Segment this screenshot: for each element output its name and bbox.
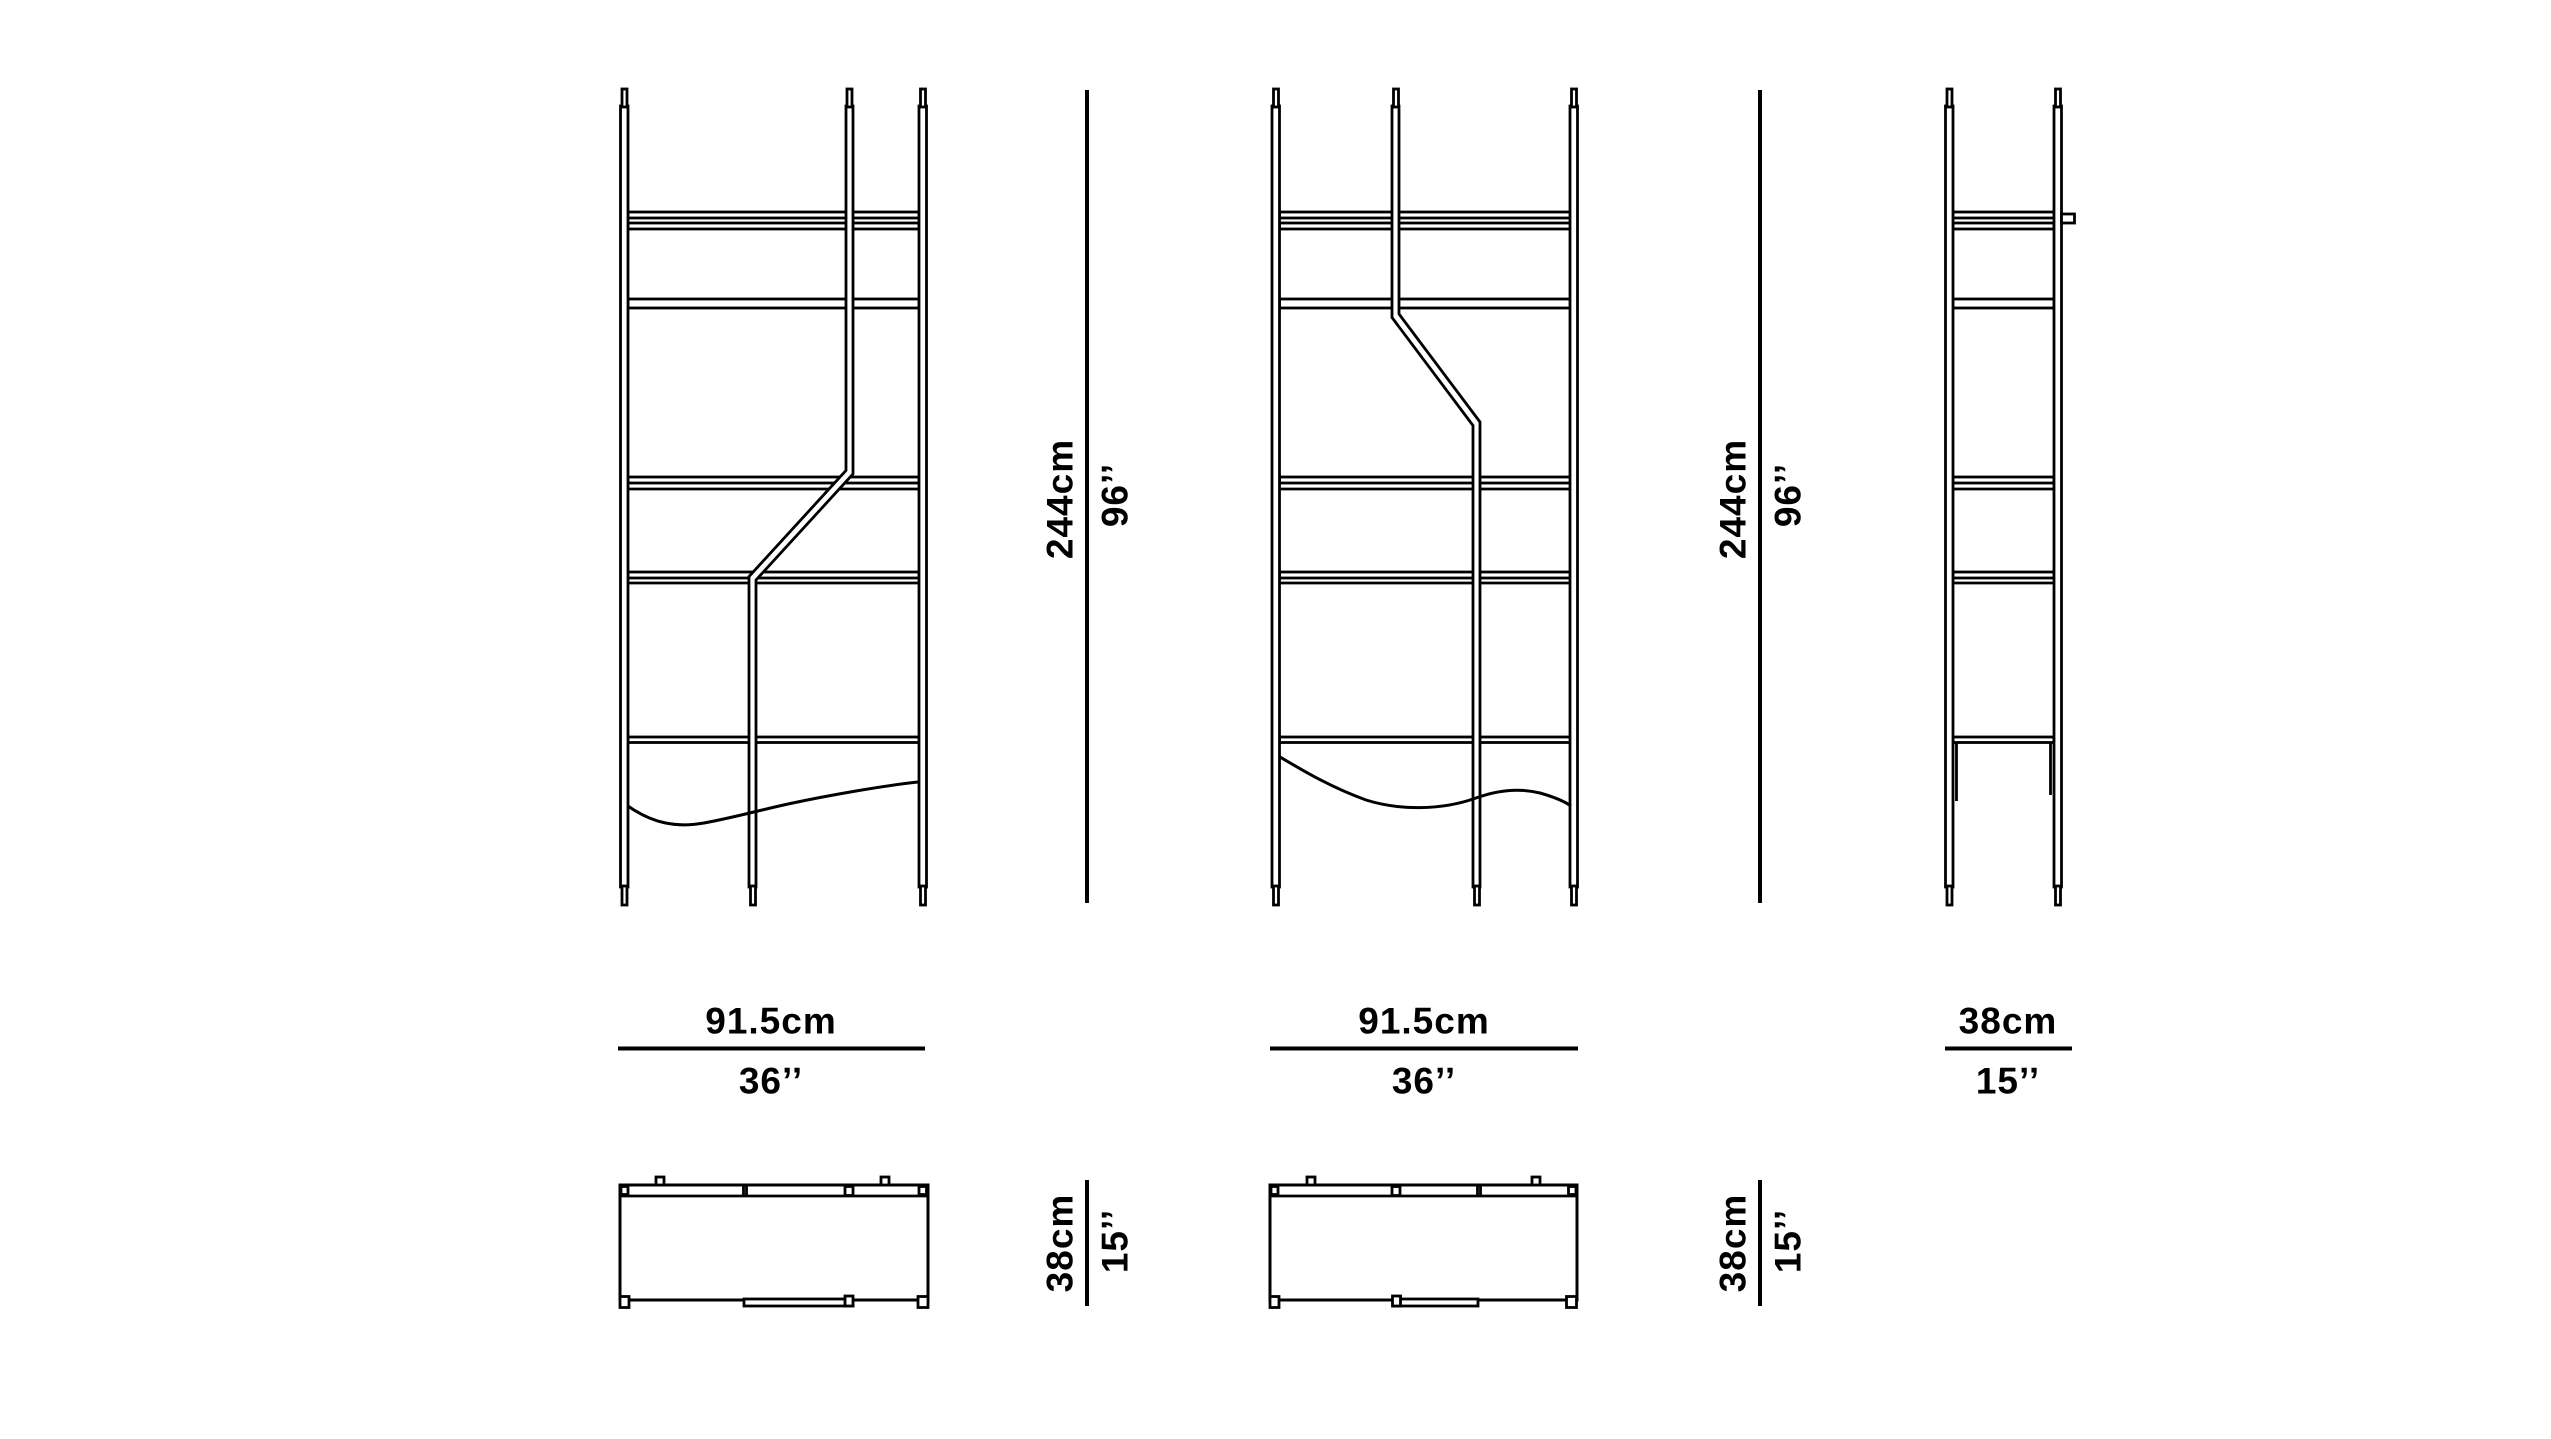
post-section	[845, 1187, 853, 1196]
shelf-bar	[628, 737, 919, 743]
post-cap	[921, 89, 926, 107]
shelf-bar	[628, 212, 919, 218]
width-imperial-label-side: 15’’	[1975, 1060, 2041, 1102]
wave-curve	[628, 782, 918, 825]
plan-outline	[1270, 1185, 1577, 1300]
wall-bracket-tab	[1307, 1177, 1315, 1185]
post-foot	[1475, 886, 1480, 905]
plan-outline	[620, 1185, 928, 1300]
post-cap	[2056, 89, 2061, 107]
shelf-bar	[1953, 477, 2054, 483]
wall-bracket-tab	[656, 1177, 664, 1185]
post-foot	[1572, 886, 1577, 905]
wall-bracket-tab	[1532, 1177, 1540, 1185]
post-section	[1393, 1296, 1401, 1306]
depth-imperial-label-top2: 15’’	[1767, 1208, 1809, 1274]
post-foot	[622, 886, 627, 905]
shelf-bar	[1953, 737, 2054, 743]
shelf-bar	[1280, 572, 1571, 578]
width-imperial-label-unit2: 36’’	[1391, 1060, 1457, 1102]
post-cap	[1947, 89, 1952, 107]
right-post	[1570, 106, 1578, 887]
post-foot	[1274, 886, 1279, 905]
right-post	[919, 106, 927, 887]
width-imperial-label-unit1: 36’’	[738, 1060, 804, 1102]
width-metric-label-unit2: 91.5cm	[1358, 1000, 1490, 1042]
shelf-bar	[1953, 223, 2054, 229]
post-section	[918, 1297, 928, 1308]
height-metric-label-unit2: 244cm	[1712, 438, 1754, 560]
post-foot	[751, 886, 756, 905]
width-metric-label-side: 38cm	[1958, 1000, 2058, 1042]
shelf-bar	[628, 299, 919, 308]
post-section	[1270, 1297, 1279, 1308]
post-cap	[1274, 89, 1279, 107]
post-section	[1392, 1187, 1400, 1196]
shelf-bar	[628, 572, 919, 578]
dimension-lines	[618, 90, 2072, 1306]
top-view-unit1	[620, 1177, 928, 1308]
post-section	[1271, 1187, 1278, 1195]
depth-metric-label-top2: 38cm	[1712, 1193, 1754, 1293]
width-metric-label-unit1: 91.5cm	[705, 1000, 837, 1042]
top-view-unit2	[1270, 1177, 1577, 1308]
post-section	[845, 1296, 853, 1306]
shelf-bar	[1953, 299, 2054, 308]
left-post	[1272, 106, 1280, 887]
shelf-bar	[1280, 299, 1571, 308]
post-foot	[921, 886, 926, 905]
post-section	[1567, 1297, 1577, 1308]
height-imperial-label-unit1: 96’’	[1094, 462, 1136, 528]
post-cap	[622, 89, 627, 107]
left-post	[621, 106, 629, 887]
front-view-unit1	[621, 89, 927, 905]
front-view-unit2	[1272, 89, 1578, 905]
depth-imperial-label-top1: 15’’	[1094, 1208, 1136, 1274]
post-cap	[1572, 89, 1577, 107]
shelf-bar	[1280, 223, 1571, 229]
front-recess-bar	[1393, 1299, 1478, 1306]
post-cap	[847, 89, 852, 107]
post-section	[620, 1297, 629, 1308]
wall-bracket-tab	[881, 1177, 889, 1185]
post-cap	[1394, 89, 1399, 107]
post-section	[1569, 1187, 1577, 1195]
shelf-bar	[628, 477, 919, 483]
post-foot	[2056, 886, 2061, 905]
side-view	[1946, 89, 2075, 905]
wave-curve	[1280, 757, 1571, 808]
shelf-bar	[1280, 737, 1571, 743]
shelf-bar	[1280, 477, 1571, 483]
shelf-bar	[628, 223, 919, 229]
post-foot	[1947, 886, 1952, 905]
wall-bracket-peg	[2062, 214, 2075, 223]
shelf-bar	[1280, 212, 1571, 218]
front-recess-bar	[744, 1299, 853, 1306]
post-section	[919, 1187, 927, 1195]
shelf-bar	[1953, 212, 2054, 218]
post-section	[621, 1187, 628, 1195]
height-imperial-label-unit2: 96’’	[1767, 462, 1809, 528]
height-metric-label-unit1: 244cm	[1039, 438, 1081, 560]
shelf-bar	[1953, 572, 2054, 578]
depth-metric-label-top1: 38cm	[1039, 1193, 1081, 1293]
front-post	[1946, 106, 1954, 887]
